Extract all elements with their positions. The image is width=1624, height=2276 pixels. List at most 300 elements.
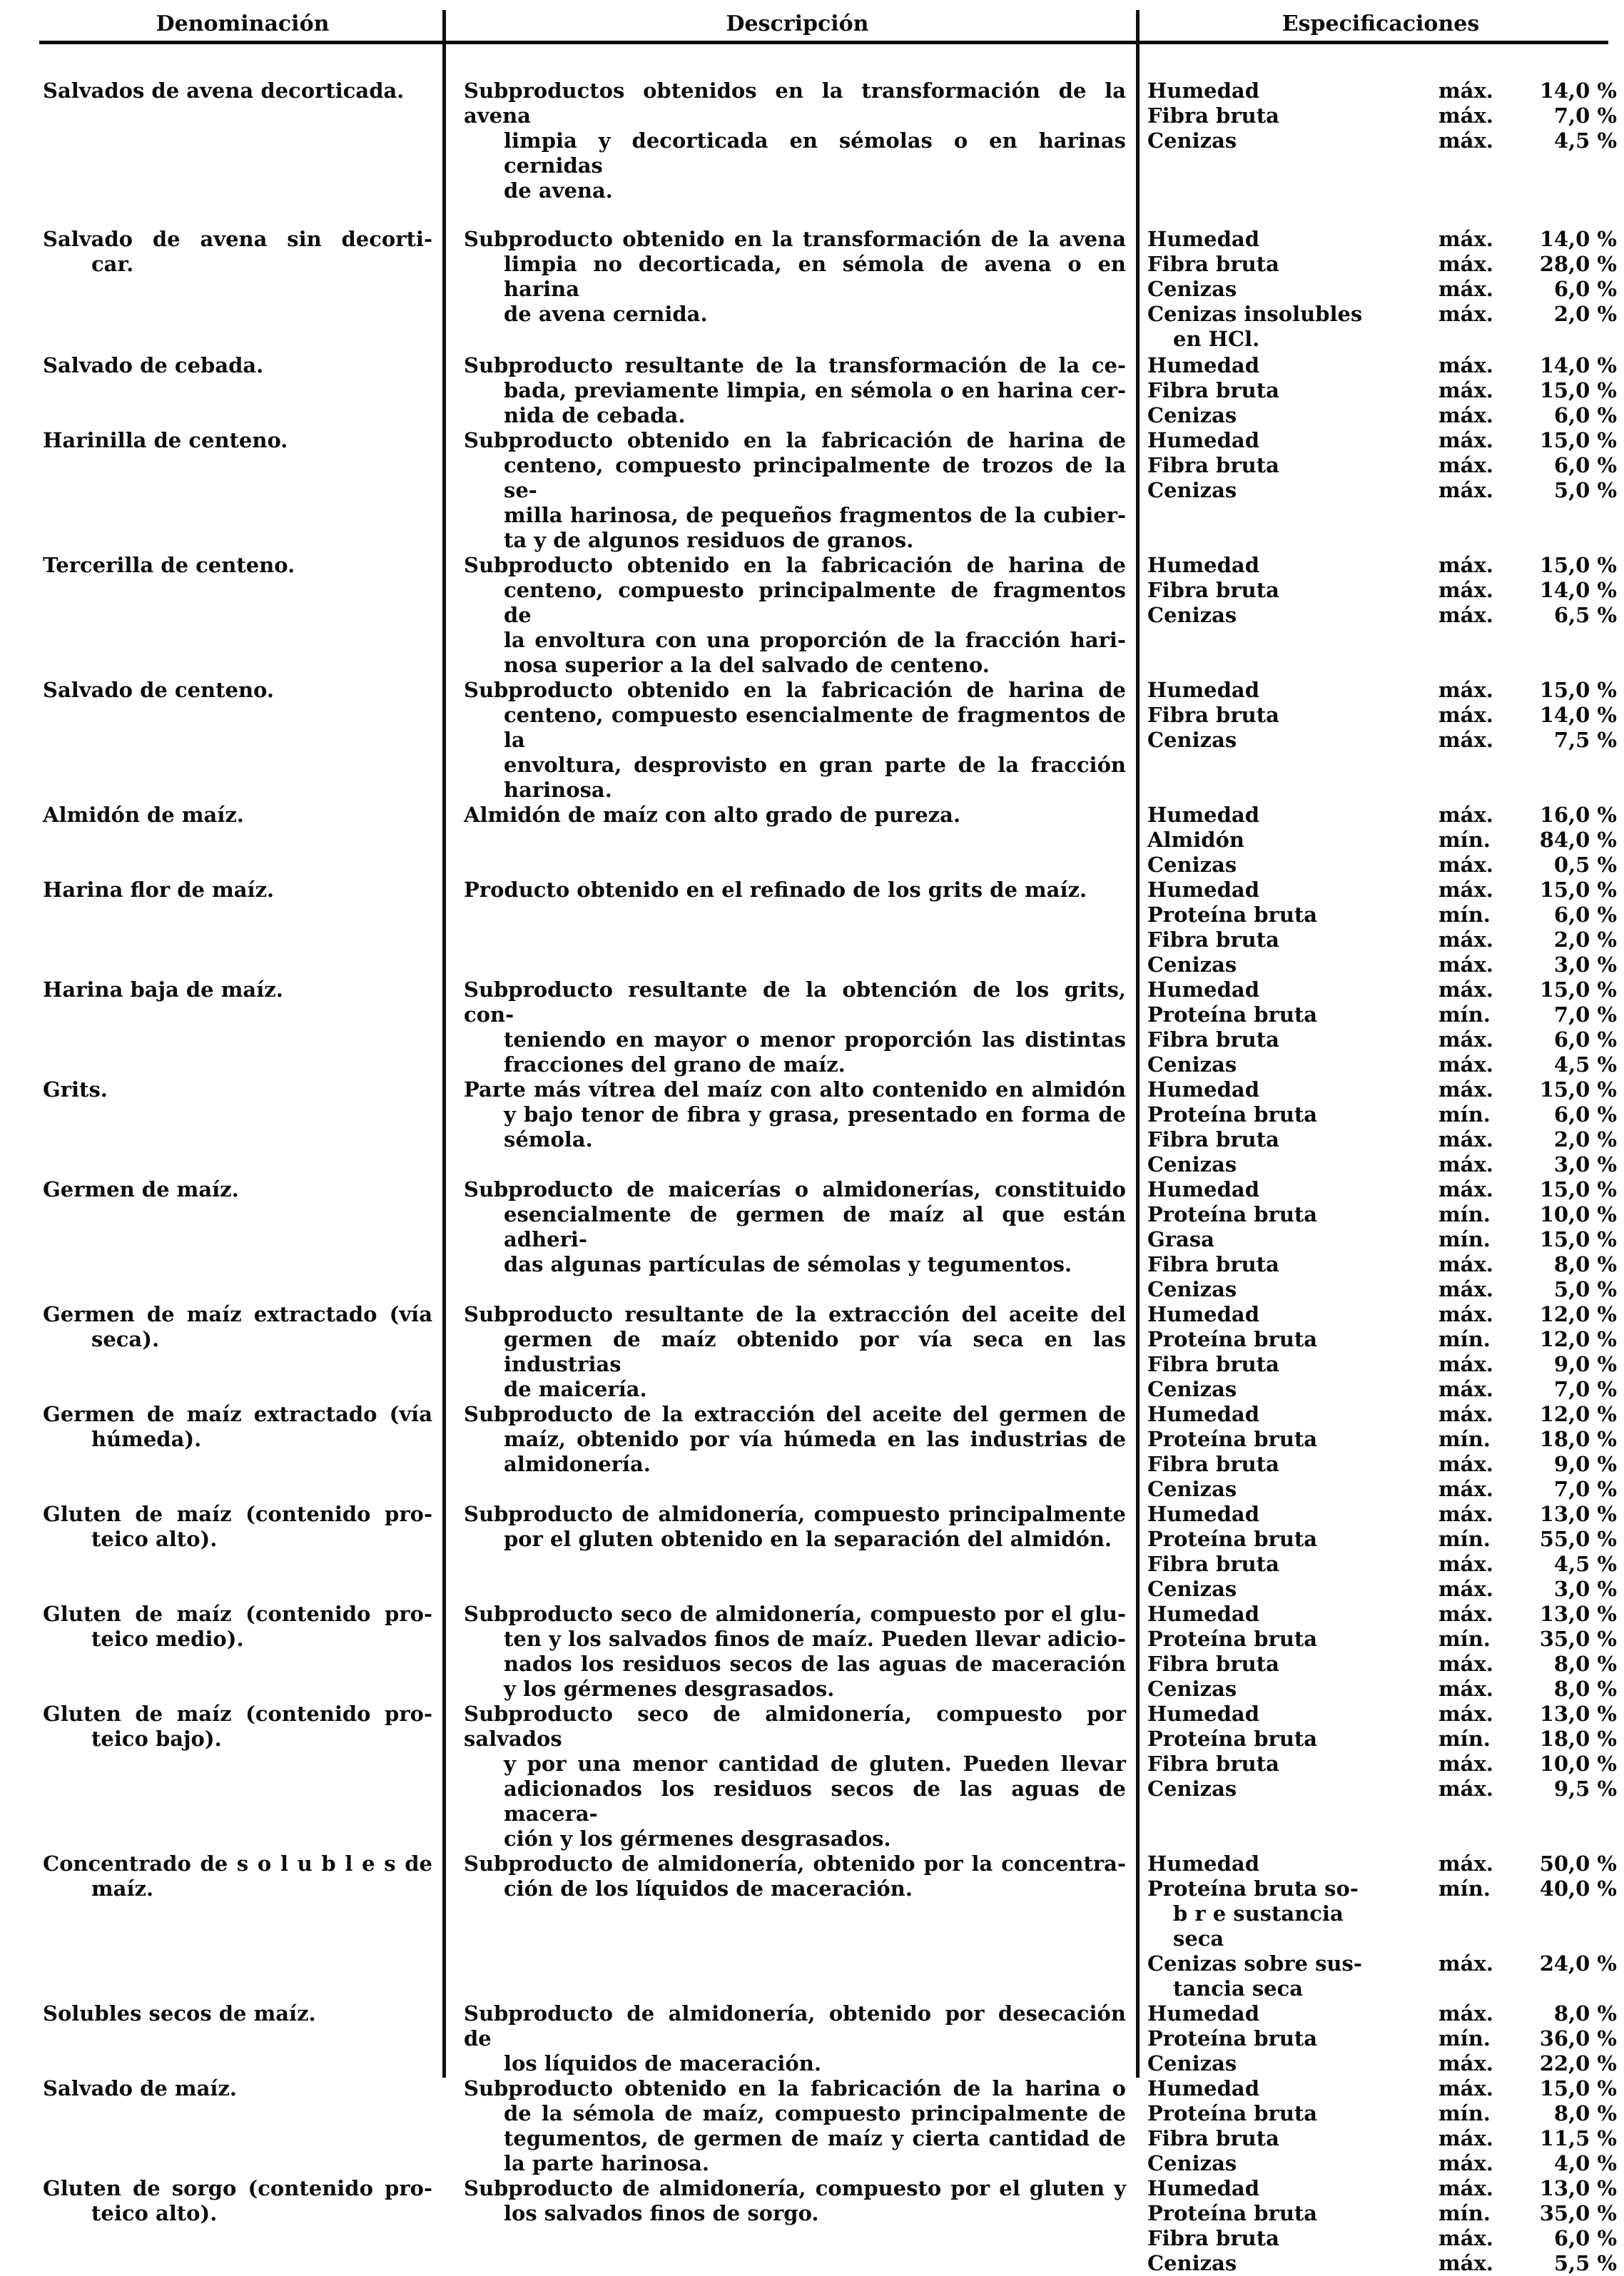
specifications-cell [1136, 2001, 1624, 2076]
spec-limit: máx. [1438, 2176, 1493, 2200]
table-row [0, 428, 1624, 553]
denomination-line: Tercerilla de centeno. [43, 553, 295, 577]
denomination-line: Solubles secos de maíz. [43, 2001, 316, 2026]
spec-value: 5,5 % [1553, 2251, 1617, 2275]
spec-param-line: Fibra bruta [1147, 1652, 1279, 1676]
spec-param-line: Cenizas [1147, 1377, 1237, 1401]
description-line: Subproducto de almidonería, obtenido por la concentra- [464, 1851, 1126, 1876]
spec-param-line: Fibra bruta [1147, 703, 1279, 727]
column-header-especificaciones: Especificaciones [1282, 11, 1480, 36]
spec-limit: máx. [1438, 403, 1493, 427]
description-line: Subproducto de almidonería, obtenido por desecación de [464, 2001, 1126, 2051]
spec-limit: máx. [1438, 1277, 1493, 1301]
spec-param-line: Cenizas [1147, 728, 1237, 752]
spec-param-line: Proteína bruta [1147, 1427, 1318, 1451]
spec-param-line: Proteína bruta [1147, 1527, 1318, 1551]
spec-param-line: Cenizas [1147, 2151, 1237, 2175]
description-line: Subproducto seco de almidonería, compuesto por salvados [464, 1702, 1126, 1751]
description-line: almidonería. [504, 1452, 651, 1476]
spec-value: 50,0 % [1539, 1851, 1617, 1876]
spec-param-line: Cenizas [1147, 1677, 1237, 1701]
spec-entry [1147, 803, 1620, 828]
spec-param-line: Fibra bruta [1147, 1452, 1279, 1476]
spec-param-line: Humedad [1147, 1402, 1259, 1426]
description-line: nados los residuos secos de las aguas de maceración [504, 1652, 1126, 1676]
spec-entry [1147, 1677, 1620, 1702]
description-cell [442, 2176, 1136, 2226]
spec-entry [1147, 1752, 1620, 1777]
description-line: harinosa. [504, 778, 612, 802]
spec-entry [1147, 1102, 1620, 1127]
spec-entry [1147, 1152, 1620, 1177]
spec-param-line: Humedad [1147, 353, 1259, 377]
column-header-descripcion: Descripción [726, 11, 869, 36]
spec-entry [1147, 227, 1620, 252]
description-line: nosa superior a la del salvado de centeno. [504, 653, 990, 677]
spec-param [1147, 1752, 1438, 1777]
spec-value: 15,0 % [1539, 1077, 1617, 1102]
spec-limit: máx. [1438, 1851, 1493, 1876]
spec-entry [1147, 1502, 1620, 1527]
spec-value: 8,0 % [1553, 1677, 1617, 1701]
spec-param-line: Fibra bruta [1147, 578, 1279, 602]
spec-param-line: Humedad [1147, 2076, 1259, 2100]
spec-limit: máx. [1438, 678, 1493, 702]
spec-entry [1147, 2226, 1620, 2251]
spec-value: 15,0 % [1539, 678, 1617, 702]
spec-value: 6,0 % [1553, 277, 1617, 301]
spec-param-line: Fibra bruta [1147, 1027, 1279, 1052]
description-line: ta y de algunos residuos de granos. [504, 528, 914, 552]
table-row [0, 1851, 1624, 2001]
spec-limit: máx. [1438, 378, 1493, 402]
denomination-line: seca). [91, 1327, 160, 1351]
description-line: adicionados los residuos secos de las aguas de macera- [504, 1777, 1126, 1826]
spec-value: 36,0 % [1539, 2026, 1617, 2051]
specifications-cell [1136, 428, 1624, 503]
spec-limit: máx. [1438, 1452, 1493, 1476]
spec-value: 35,0 % [1539, 2201, 1617, 2225]
spec-param [1147, 578, 1438, 603]
description-cell [442, 2001, 1136, 2076]
table-row [0, 1702, 1624, 1851]
spec-entry [1147, 578, 1620, 603]
spec-param-line: Humedad [1147, 428, 1259, 452]
spec-entry [1147, 1177, 1620, 1202]
spec-limit: máx. [1438, 1951, 1493, 1976]
spec-param [1147, 603, 1438, 628]
spec-entry [1147, 1851, 1620, 1876]
description-line: tegumentos, de germen de maíz y cierta cantidad de [504, 2126, 1126, 2150]
spec-param [1147, 1302, 1438, 1327]
spec-param-line: Fibra bruta [1147, 103, 1279, 128]
spec-param [1147, 1352, 1438, 1377]
spec-param-line: Humedad [1147, 803, 1259, 827]
denomination-line: Gluten de maíz (contenido pro- [43, 1502, 432, 1526]
denomination-line: Salvado de avena sin decorti- [43, 227, 432, 251]
denomination-line: teico alto). [91, 2201, 218, 2225]
description-line: Almidón de maíz con alto grado de pureza. [464, 803, 961, 827]
spec-entry [1147, 1127, 1620, 1152]
description-cell [442, 1502, 1136, 1552]
spec-entry [1147, 2126, 1620, 2151]
spec-limit: máx. [1438, 952, 1493, 977]
spec-entry [1147, 2076, 1620, 2101]
spec-limit: máx. [1438, 2051, 1493, 2076]
spec-value: 8,0 % [1553, 2001, 1617, 2026]
spec-limit: máx. [1438, 1402, 1493, 1426]
spec-value: 4,0 % [1553, 2151, 1617, 2175]
denomination-cell [0, 553, 442, 578]
column-header-denominacion: Denominación [156, 11, 330, 36]
description-line: das algunas partículas de sémolas y tegumentos. [504, 1252, 1072, 1276]
spec-value: 3,0 % [1553, 952, 1617, 977]
specifications-cell [1136, 803, 1624, 878]
denomination-line: Harinilla de centeno. [43, 428, 288, 452]
spec-entry [1147, 1577, 1620, 1602]
spec-param [1147, 1876, 1438, 1951]
spec-entry [1147, 103, 1620, 128]
description-line: Subproducto resultante de la obtención de los grits, con- [464, 977, 1126, 1027]
spec-limit: máx. [1438, 703, 1493, 727]
spec-value: 40,0 % [1539, 1876, 1617, 1901]
spec-entry [1147, 378, 1620, 403]
spec-value: 12,0 % [1539, 1402, 1617, 1426]
spec-param [1147, 1102, 1438, 1127]
specifications-cell [1136, 553, 1624, 628]
spec-value: 6,0 % [1553, 1027, 1617, 1052]
spec-param [1147, 2126, 1438, 2151]
spec-param [1147, 803, 1438, 828]
spec-param-line: Humedad [1147, 878, 1259, 902]
description-cell [442, 878, 1136, 903]
spec-limit: mín. [1438, 903, 1491, 927]
spec-param-line: Proteína bruta [1147, 1202, 1318, 1226]
spec-entry [1147, 128, 1620, 153]
denomination-line: Germen de maíz extractado (vía [43, 1402, 432, 1426]
denomination-line: Salvado de cebada. [43, 353, 264, 377]
spec-param [1147, 1027, 1438, 1052]
spec-param-line: Proteína bruta [1147, 1327, 1318, 1351]
spec-param-line: Fibra bruta [1147, 252, 1279, 276]
spec-param-line: Fibra bruta [1147, 1752, 1279, 1776]
spec-param-line: Humedad [1147, 977, 1259, 1002]
spec-param-line: Fibra bruta [1147, 928, 1279, 952]
spec-entry [1147, 2001, 1620, 2026]
spec-param [1147, 2001, 1438, 2026]
spec-value: 3,0 % [1553, 1152, 1617, 1177]
spec-param [1147, 1202, 1438, 1227]
description-cell [442, 353, 1136, 428]
spec-limit: máx. [1438, 1352, 1493, 1376]
description-line: centeno, compuesto principalmente de fragmentos de [504, 578, 1126, 627]
denomination-cell [0, 1402, 442, 1452]
spec-value: 15,0 % [1539, 553, 1617, 577]
spec-limit: máx. [1438, 2126, 1493, 2150]
spec-entry [1147, 1377, 1620, 1402]
spec-value: 8,0 % [1553, 1652, 1617, 1676]
spec-param-line: Cenizas sobre sus- [1147, 1951, 1362, 1976]
spec-param-line: Fibra bruta [1147, 453, 1279, 477]
table-row [0, 1602, 1624, 1702]
spec-param-line: Humedad [1147, 1502, 1259, 1526]
spec-entry [1147, 878, 1620, 903]
spec-limit: máx. [1438, 803, 1493, 827]
spec-limit: máx. [1438, 2251, 1493, 2275]
spec-limit: mín. [1438, 1627, 1491, 1651]
spec-limit: mín. [1438, 2201, 1491, 2225]
description-line: los salvados finos de sorgo. [504, 2201, 819, 2225]
denomination-line: Gluten de sorgo (contenido pro- [43, 2176, 432, 2200]
denomination-line: Gluten de maíz (contenido pro- [43, 1602, 432, 1626]
spec-entry [1147, 703, 1620, 728]
spec-limit: máx. [1438, 728, 1493, 752]
denomination-line: Almidón de maíz. [43, 803, 244, 827]
description-cell [442, 1702, 1136, 1851]
denomination-cell [0, 1502, 442, 1552]
spec-value: 9,0 % [1553, 1352, 1617, 1376]
spec-param [1147, 1002, 1438, 1027]
spec-entry [1147, 1402, 1620, 1427]
spec-param-line: Proteína bruta [1147, 1002, 1318, 1027]
spec-value: 9,0 % [1553, 1452, 1617, 1476]
spec-limit: máx. [1438, 128, 1493, 153]
spec-param [1147, 1127, 1438, 1152]
spec-entry [1147, 2026, 1620, 2051]
specifications-cell [1136, 2176, 1624, 2276]
spec-limit: máx. [1438, 302, 1493, 326]
denomination-cell [0, 227, 442, 277]
spec-param-line: Cenizas [1147, 277, 1237, 301]
spec-entry [1147, 478, 1620, 503]
spec-entry [1147, 1777, 1620, 1802]
spec-value: 8,0 % [1553, 1252, 1617, 1276]
spec-value: 13,0 % [1539, 1702, 1617, 1726]
denomination-line: teico alto). [91, 1527, 218, 1551]
spec-entry [1147, 1702, 1620, 1727]
description-line: de maicería. [504, 1377, 647, 1401]
spec-param [1147, 453, 1438, 478]
spec-value: 2,0 % [1553, 302, 1617, 326]
spec-limit: máx. [1438, 2151, 1493, 2175]
spec-value: 15,0 % [1539, 2076, 1617, 2100]
spec-param [1147, 2251, 1438, 2276]
spec-param [1147, 353, 1438, 378]
spec-entry [1147, 553, 1620, 578]
spec-entry [1147, 1002, 1620, 1027]
spec-param-line: Cenizas [1147, 1777, 1237, 1801]
spec-value: 15,0 % [1539, 378, 1617, 402]
description-line: Subproducto resultante de la transformación de la ce- [464, 353, 1126, 377]
spec-entry [1147, 678, 1620, 703]
spec-limit: máx. [1438, 428, 1493, 452]
description-line: teniendo en mayor o menor proporción las distintas [504, 1027, 1126, 1052]
spec-value: 84,0 % [1539, 828, 1617, 852]
spec-limit: máx. [1438, 553, 1493, 577]
spec-value: 22,0 % [1539, 2051, 1617, 2076]
spec-param [1147, 277, 1438, 302]
specifications-cell [1136, 1702, 1624, 1802]
specifications-cell [1136, 1602, 1624, 1702]
table-row [0, 353, 1624, 428]
spec-value: 14,0 % [1539, 578, 1617, 602]
denomination-line: car. [91, 252, 134, 276]
description-line: de la sémola de maíz, compuesto principalmente de [504, 2101, 1126, 2125]
spec-param [1147, 1577, 1438, 1602]
spec-param [1147, 1677, 1438, 1702]
table-row [0, 1302, 1624, 1402]
table-row [0, 678, 1624, 803]
spec-limit: máx. [1438, 277, 1493, 301]
spec-entry [1147, 1652, 1620, 1677]
denomination-line: maíz. [91, 1876, 154, 1901]
spec-entry [1147, 302, 1620, 352]
spec-entry [1147, 2201, 1620, 2226]
spec-entry [1147, 1552, 1620, 1577]
spec-entry [1147, 277, 1620, 302]
description-cell [442, 803, 1136, 828]
spec-param-line: Fibra bruta [1147, 2126, 1279, 2150]
table-row [0, 803, 1624, 878]
spec-param [1147, 227, 1438, 252]
spec-entry [1147, 1077, 1620, 1102]
specifications-cell [1136, 353, 1624, 428]
spec-entry [1147, 1627, 1620, 1652]
spec-entry [1147, 928, 1620, 952]
denomination-cell [0, 2076, 442, 2101]
spec-limit: máx. [1438, 1302, 1493, 1326]
spec-param [1147, 428, 1438, 453]
spec-value: 11,5 % [1539, 2126, 1617, 2150]
spec-value: 6,0 % [1553, 903, 1617, 927]
spec-value: 10,0 % [1539, 1752, 1617, 1776]
description-cell [442, 227, 1136, 327]
spec-param [1147, 2026, 1438, 2051]
spec-entry [1147, 828, 1620, 853]
spec-param [1147, 1527, 1438, 1552]
spec-param [1147, 1502, 1438, 1527]
spec-entry [1147, 353, 1620, 378]
spec-param [1147, 1277, 1438, 1302]
spec-entry [1147, 1052, 1620, 1077]
denomination-line: Salvado de maíz. [43, 2076, 237, 2100]
spec-limit: máx. [1438, 2076, 1493, 2100]
spec-entry [1147, 1452, 1620, 1477]
spec-limit: máx. [1438, 1177, 1493, 1201]
spec-param [1147, 703, 1438, 728]
spec-param [1147, 928, 1438, 952]
denomination-cell [0, 1077, 442, 1102]
spec-entry [1147, 1202, 1620, 1227]
description-line: centeno, compuesto principalmente de trozos de la se- [504, 453, 1126, 502]
spec-param-line: Fibra bruta [1147, 1352, 1279, 1376]
spec-param [1147, 1152, 1438, 1177]
denomination-cell [0, 1302, 442, 1352]
spec-limit: máx. [1438, 1127, 1493, 1152]
spec-value: 14,0 % [1539, 703, 1617, 727]
denomination-cell [0, 803, 442, 828]
spec-param [1147, 828, 1438, 853]
spec-limit: máx. [1438, 853, 1493, 877]
spec-param-line: seca [1173, 1926, 1224, 1951]
specifications-cell [1136, 977, 1624, 1077]
spec-param [1147, 1052, 1438, 1077]
spec-entry [1147, 977, 1620, 1002]
spec-limit: mín. [1438, 1227, 1491, 1251]
spec-limit: mín. [1438, 1427, 1491, 1451]
spec-limit: máx. [1438, 1052, 1493, 1077]
denomination-line: teico bajo). [91, 1727, 222, 1751]
table-row [0, 878, 1624, 977]
description-line: la parte harinosa. [504, 2151, 710, 2175]
spec-entry [1147, 1427, 1620, 1452]
spec-param-line: Fibra bruta [1147, 378, 1279, 402]
spec-param [1147, 553, 1438, 578]
spec-param [1147, 1452, 1438, 1477]
spec-param [1147, 1327, 1438, 1352]
spec-param [1147, 2176, 1438, 2201]
spec-value: 15,0 % [1539, 977, 1617, 1002]
spec-value: 13,0 % [1539, 1602, 1617, 1626]
spec-limit: máx. [1438, 103, 1493, 128]
specifications-cell [1136, 1851, 1624, 2001]
spec-value: 4,5 % [1553, 1052, 1617, 1077]
description-cell [442, 678, 1136, 803]
description-line: Producto obtenido en el refinado de los grits de maíz. [464, 878, 1087, 902]
spec-limit: máx. [1438, 1152, 1493, 1177]
spec-limit: máx. [1438, 478, 1493, 502]
spec-param-line: Almidón [1147, 828, 1244, 852]
description-cell [442, 977, 1136, 1077]
spec-entry [1147, 1352, 1620, 1377]
spec-param-line: Proteína bruta [1147, 1102, 1318, 1127]
spec-entry [1147, 1027, 1620, 1052]
specifications-cell [1136, 1302, 1624, 1402]
denomination-line: Gluten de maíz (contenido pro- [43, 1702, 432, 1726]
spec-value: 24,0 % [1539, 1951, 1617, 1976]
spec-param [1147, 2226, 1438, 2251]
spec-param-line: Humedad [1147, 1302, 1259, 1326]
spec-param [1147, 1427, 1438, 1452]
spec-value: 16,0 % [1539, 803, 1617, 827]
spec-param-line: Fibra bruta [1147, 1552, 1279, 1576]
spec-limit: mín. [1438, 1727, 1491, 1751]
description-line: los líquidos de maceración. [504, 2051, 821, 2076]
spec-param-line: Humedad [1147, 1702, 1259, 1726]
spec-limit: máx. [1438, 928, 1493, 952]
spec-limit: máx. [1438, 227, 1493, 251]
spec-param [1147, 2051, 1438, 2076]
spec-limit: máx. [1438, 1252, 1493, 1276]
spec-param-line: Proteína bruta so- [1147, 1876, 1359, 1901]
spec-value: 15,0 % [1539, 1177, 1617, 1201]
spec-param [1147, 128, 1438, 153]
description-line: de avena. [504, 178, 613, 203]
spec-value: 5,0 % [1553, 1277, 1617, 1301]
denomination-cell [0, 1177, 442, 1202]
spec-param-line: Humedad [1147, 1602, 1259, 1626]
table-row [0, 1502, 1624, 1602]
spec-value: 7,5 % [1553, 728, 1617, 752]
spec-entry [1147, 1727, 1620, 1752]
spec-param [1147, 977, 1438, 1002]
spec-param [1147, 78, 1438, 103]
denomination-cell [0, 678, 442, 703]
spec-limit: máx. [1438, 1652, 1493, 1676]
spec-param-line: tancia seca [1173, 1976, 1304, 2001]
spec-param-line: Cenizas [1147, 403, 1237, 427]
spec-entry [1147, 2101, 1620, 2126]
